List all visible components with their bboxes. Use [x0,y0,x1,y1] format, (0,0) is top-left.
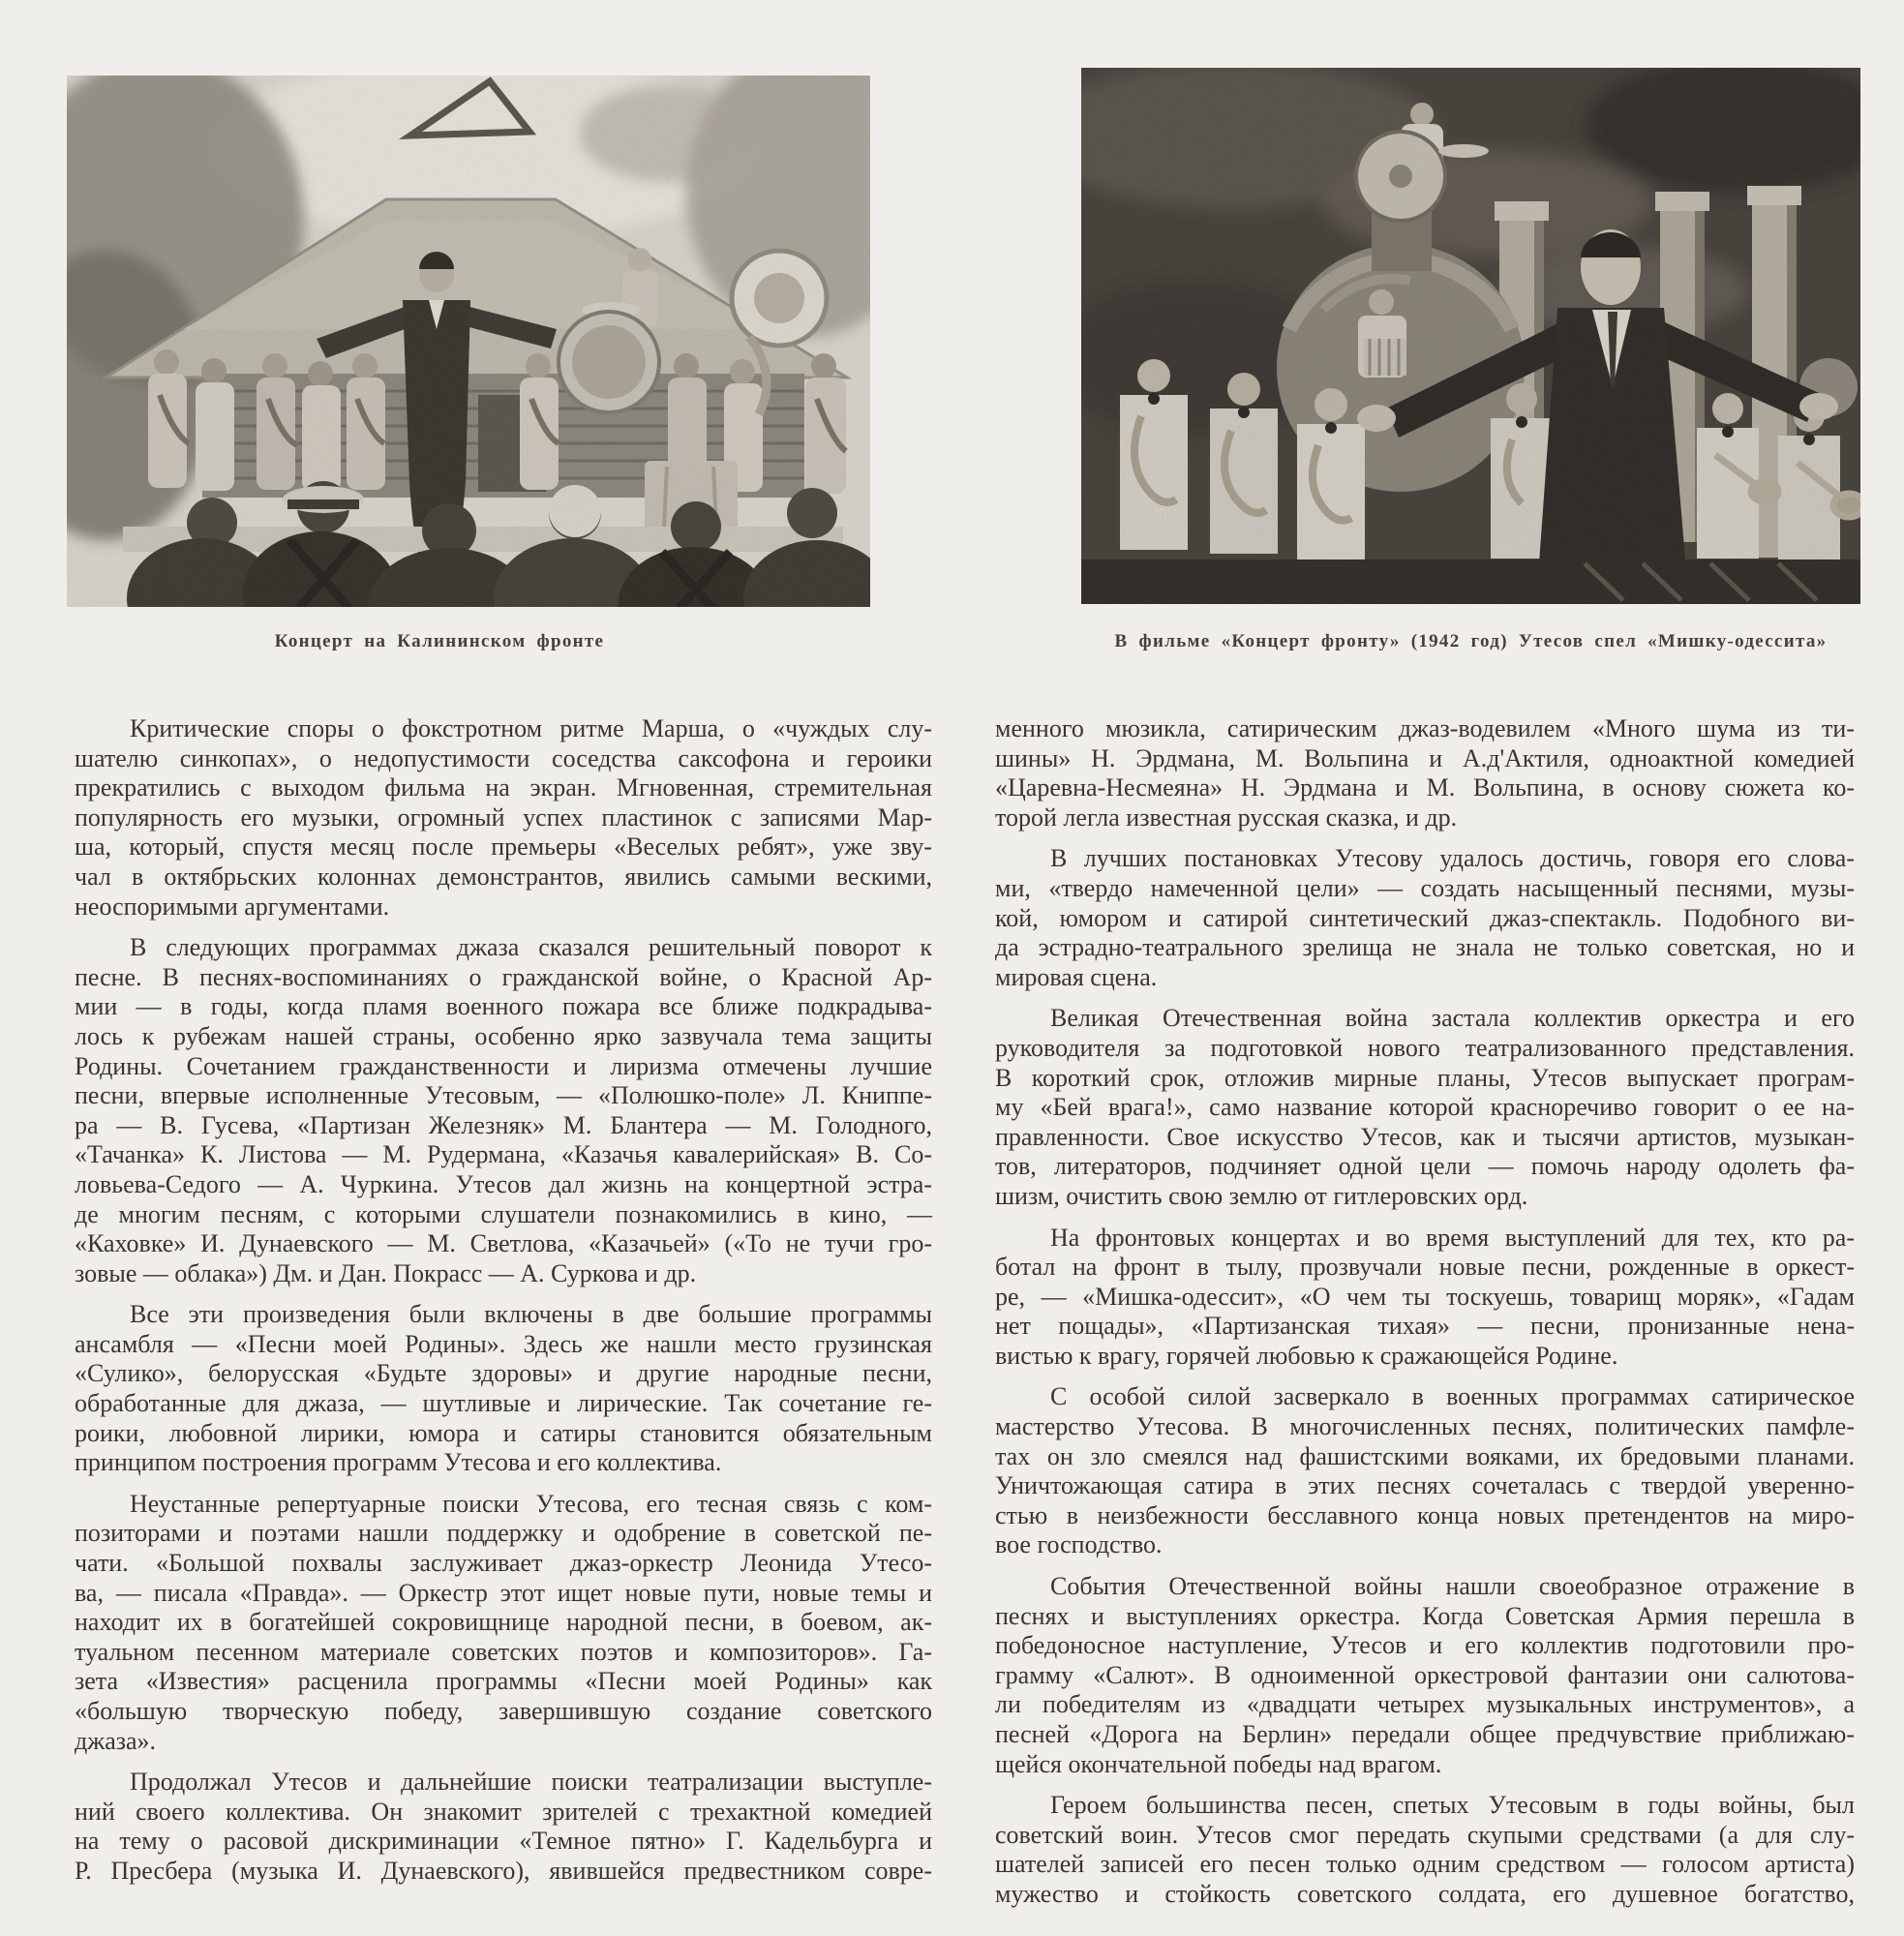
text-line: мастерство Утесова. В многочисленных песнях, политических памфле- [995,1412,1855,1441]
photo-left-illustration [67,76,870,607]
paragraph [995,1791,1855,1909]
paragraph [995,1382,1855,1560]
text-line: менного мюзикла, сатирическим джаз-водевилем «Много шума из ти- [995,714,1855,742]
text-line: ми, «твердо намеченной цели» — создать насыщенный песнями, музы- [995,873,1855,902]
text-column-left [75,714,932,1887]
text-line: ра — В. Гусева, «Партизан Железняк» М. Блантера — М. Голодного, [75,1110,932,1139]
text-line: песнях и выступлениях оркестра. Когда Советская Армия перешла в [995,1601,1855,1630]
halftone-grain [67,76,870,607]
paragraph [75,1300,932,1478]
text-line: Критические споры о фокстротном ритме Марша, о «чуждых слу- [130,714,932,742]
text-line: грамму «Салют». В одноименной оркестровой фантазии они салютова- [995,1660,1855,1689]
text-line: С особой силой засверкало в военных программах сатирическое [1050,1382,1855,1411]
text-line: руководителя за подготовкой нового театрализованного представления. [995,1033,1855,1062]
caption-left: Концерт на Калининском фронте [274,631,605,651]
text-line: шизм, очистить свою землю от гитлеровских орд. [995,1181,1528,1210]
paragraph [995,844,1855,992]
text-line: ре, — «Мишка-одессит», «О чем ты тоскуешь, товарищ моряк», «Гадам [995,1282,1855,1311]
text-line: шателей записей его песен только одним средством — голосом артиста) [995,1850,1855,1879]
paragraph [995,1224,1855,1372]
text-line: песни, впервые исполненные Утесовым, — «Полюшко-поле» Л. Книппе- [75,1081,932,1110]
text-line: Героем большинства песен, спетых Утесовым в годы войны, был [1050,1791,1855,1820]
text-line: песне. В песнях-воспоминаниях о гражданской войне, о Красной Ар- [75,962,932,991]
text-line: прекратились с выходом фильма на экран. Мгновенная, стремительная [75,773,932,802]
paragraph [995,1572,1855,1779]
text-line: позиторами и поэтами нашли поддержку и одобрение в советской пе- [75,1519,932,1548]
text-line: Великая Отечественная война застала коллектив оркестра и его [1050,1004,1855,1033]
text-line: ша, который, спустя месяц после премьеры «Веселых ребят», уже зву- [75,832,932,862]
text-column-right [995,714,1855,1910]
text-line: ансамбля — «Песни моей Родины». Здесь же нашли место грузинская [75,1329,932,1358]
text-line: шины» Н. Эрдмана, М. Вольпина и А.д'Актиля, одноактной комедией [995,743,1855,772]
text-line: щейся окончательной победы над врагом. [995,1749,1442,1778]
text-line: обработанные для джаза, — шутливые и лирические. Так сочетание ге- [75,1389,932,1418]
text-line: победоносное наступление, Утесов и его коллектив подготовили про- [995,1631,1855,1660]
text-line: нет пощады», «Партизанская тихая» — песни, пронизанные нена- [995,1312,1855,1341]
paragraph [995,1004,1855,1211]
text-line: Неустанные репертуарные поиски Утесова, его тесная связь с ком- [130,1489,932,1518]
text-line: ботал на фронт в тылу, прозвучали новые песни, рожденные в оркест- [995,1253,1855,1282]
text-line: В лучших постановках Утесову удалось достичь, говоря его слова- [1050,844,1855,873]
text-line: да эстрадно-театрального зрелища не знала не только советская, но и [995,933,1855,962]
text-line: мировая сцена. [995,962,1158,991]
photo-right-illustration [1081,68,1860,604]
text-line: вистью к врагу, горячей любовью к сражающейся Родине. [995,1341,1618,1370]
text-line: роики, любовной лирики, юмора и сатиры становится обязательным [75,1418,932,1447]
text-line: ловьева-Седого — А. Чуркина. Утесов дал жизнь на концертной эстра- [75,1169,932,1198]
text-line: зовые — облака») Дм. и Дан. Покрасс — А. Суркова и др. [75,1258,697,1287]
text-line: «большую творческую победу, завершившую создание советского [75,1697,932,1725]
text-line: Продолжал Утесов и дальнейшие поиски театрализации выступле- [130,1768,932,1797]
text-line: Р. Пресбера (музыка И. Дунаевского), явившейся предвестником совре- [75,1856,932,1885]
halftone-grain [1081,68,1860,604]
text-line: песней «Дорога на Берлин» передали общее предчувствие приближаю- [995,1720,1855,1748]
text-line: неоспоримыми аргументами. [75,892,390,921]
text-line: ли победителям из «двадцати четырех музыкальных инструментов», а [995,1690,1855,1719]
text-line: мужество и стойкость советского солдата, его душевное богатство, [995,1879,1855,1908]
text-line: ний своего коллектива. Он знакомит зрителей с трехактной комедией [75,1797,932,1826]
paragraph [995,714,1855,832]
text-line: «Тачанка» К. Листова — М. Рудермана, «Казачья кавалерийская» В. Со- [75,1140,932,1169]
text-line: чал в октябрьских колоннах демонстрантов, явились самыми вескими, [75,862,932,891]
text-line: тах он зло смеялся над фашистскими вояками, их бредовыми планами. [995,1441,1855,1470]
text-line: шателю синкопах», о недопустимости соседства саксофона и героики [75,743,932,772]
text-line: кой, юмором и сатирой синтетический джаз-спектакль. Подобного ви- [995,903,1855,932]
text-line: советский воин. Утесов смог передать скупыми средствами (а для слу- [995,1820,1855,1849]
paragraph [75,933,932,1288]
text-line: ва, — писала «Правда». — Оркестр этот ищет новые пути, новые темы и [75,1578,932,1607]
text-line: му «Бей врага!», само название которой красноречиво говорит о ее на- [995,1093,1855,1122]
paragraph [75,714,932,922]
text-line: находит их в богатейшей сокровищнице народной песни, в боевом, ак- [75,1608,932,1637]
text-line: популярность его музыки, огромный успех пластинок с записями Мар- [75,802,932,832]
caption-right: В фильме «Концерт фронту» (1942 год) Утесов спел «Мишку-одессита» [1114,631,1828,651]
photo-film-still-concert-frontu [1081,68,1860,604]
text-line: На фронтовых концертах и во время выступлений для тех, кто ра- [1050,1223,1855,1252]
photo-kalinin-front-concert [67,76,870,607]
text-line: В короткий срок, отложив мирные планы, Утесов выпускает програм- [995,1063,1855,1092]
text-line: джаза». [75,1726,157,1755]
text-line: Уничтожающая сатира в этих песнях сочеталась с твердой уверенно- [995,1471,1855,1500]
text-line: «Сулико», белорусская «Будьте здоровы» и другие народные песни, [75,1359,932,1388]
text-line: Родины. Сочетанием гражданственности и лиризма отмечены лучшие [75,1051,932,1080]
text-line: В следующих программах джаза сказался решительный поворот к [130,933,932,962]
text-line: де многим песням, с которыми слушатели познакомились в кино, — [75,1199,932,1228]
paragraph [75,1768,932,1886]
text-line: лось к рубежам нашей страны, особенно ярко зазвучала тема защиты [75,1021,932,1050]
text-line: События Отечественной войны нашли своеобразное отражение в [1050,1572,1855,1601]
text-line: правленности. Свое искусство Утесов, как и тысячи артистов, музыкан- [995,1122,1855,1151]
text-line: чати. «Большой похвалы заслуживает джаз-оркестр Леонида Утесо- [75,1549,932,1578]
text-line: на тему о расовой дискриминации «Темное пятно» Г. Кадельбурга и [75,1827,932,1856]
text-line: торой легла известная русская сказка, и др. [995,802,1458,832]
text-line: туальном песенном материале советских поэтов и композиторов». Га- [75,1637,932,1666]
text-line: мии — в годы, когда пламя военного пожара все ближе подкрадыва- [75,992,932,1021]
text-line: «Царевна-Несмеяна» Н. Эрдмана и М. Вольпина, в основу сюжета ко- [995,773,1855,802]
text-line: зета «Известия» расценила программы «Песни моей Родины» как [75,1667,932,1696]
text-line: вое господство. [995,1530,1163,1559]
text-line: стью в неизбежности бесславного конца новых претендентов на миро- [995,1500,1855,1529]
text-line: Все эти произведения были включены в две большие программы [130,1300,932,1329]
text-line: «Каховке» И. Дунаевского — М. Светлова, «Казачьей» («То не тучи гро- [75,1229,932,1258]
paragraph [75,1490,932,1756]
text-line: тов, литераторов, подчиняет одной цели — помочь народу одолеть фа- [995,1152,1855,1181]
text-line: принципом построения программ Утесова и его коллектива. [75,1448,722,1477]
